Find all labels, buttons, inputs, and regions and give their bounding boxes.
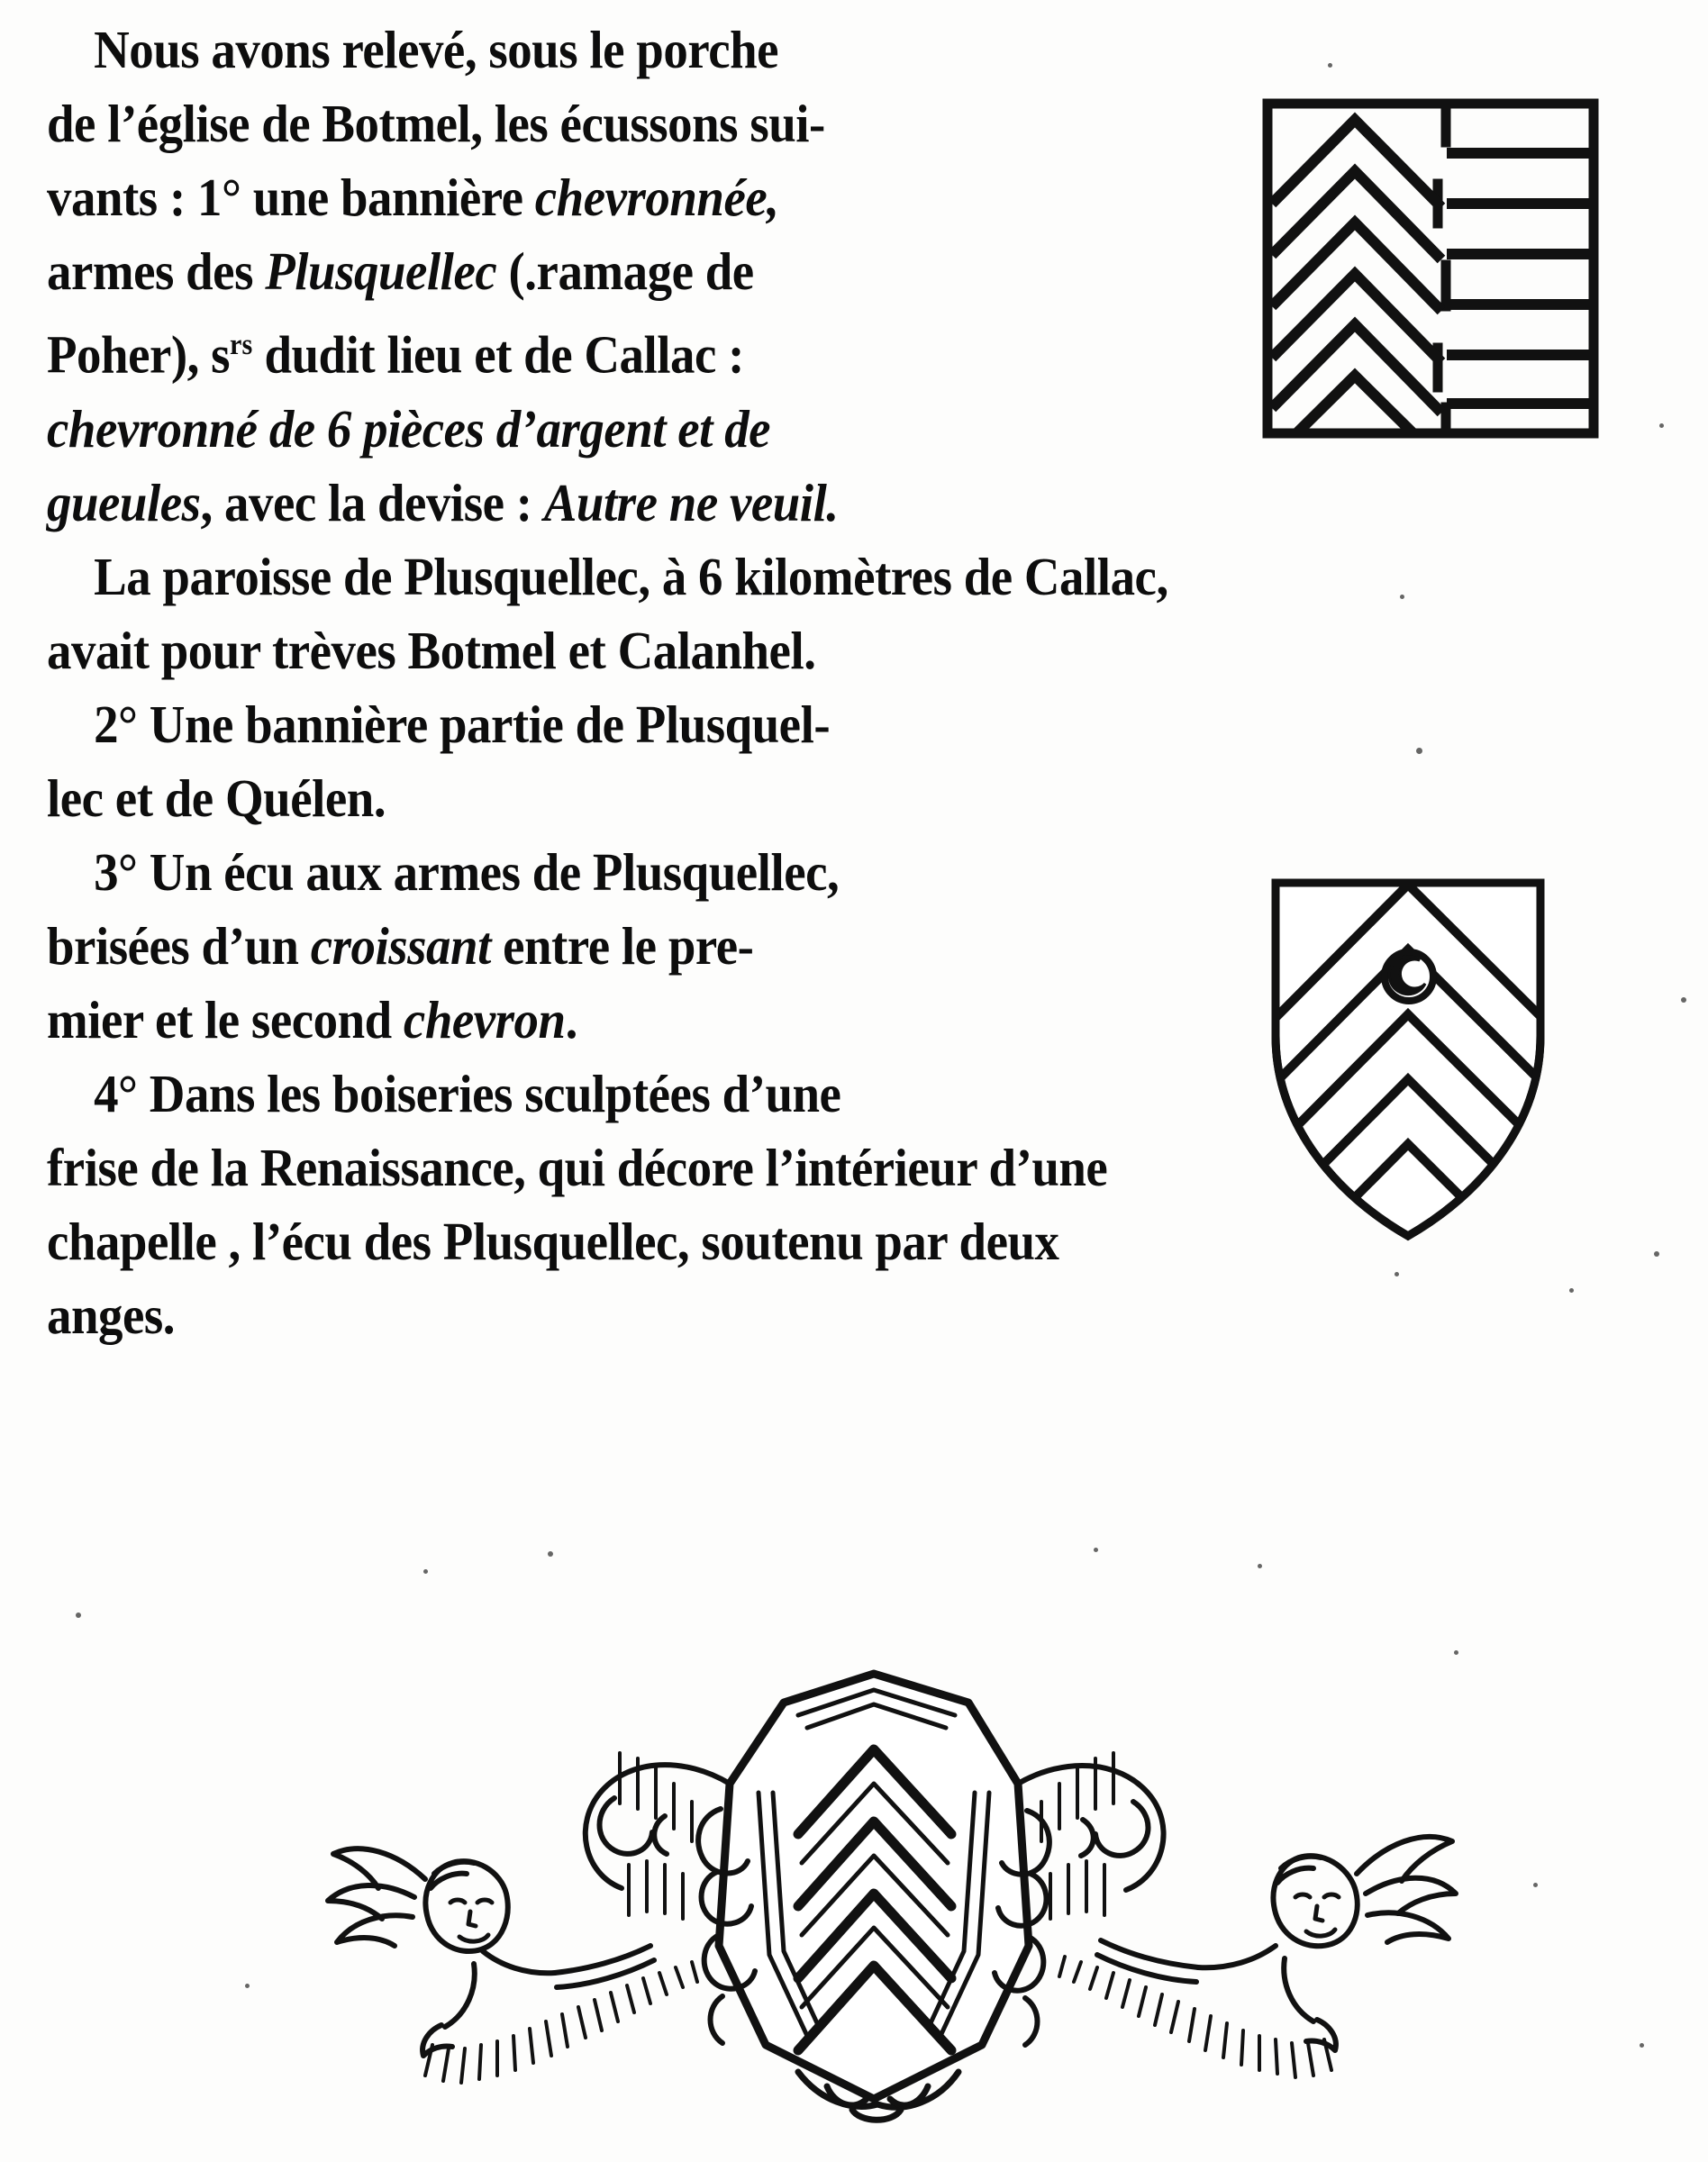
text-run: 4 (94, 1063, 119, 1123)
scan-speck (423, 1569, 428, 1574)
scan-speck (1395, 1272, 1399, 1276)
scan-speck (245, 1984, 250, 1988)
ordinal-degree: ° (118, 694, 138, 754)
text-run: Une bannière partie de Plusquel- (137, 694, 831, 754)
text-run-italic: chevron (403, 989, 566, 1049)
text-run: une bannière (241, 168, 535, 227)
text-line: anges. (47, 1285, 176, 1345)
text-run: Un écu aux armes de Plusquellec, (137, 841, 840, 902)
text-line: de l’église de Botmel, les écussons sui- (47, 94, 825, 153)
text-run: brisées d’un (47, 915, 311, 976)
text-line: Nous avons relevé, sous le porche (94, 20, 779, 79)
text-run: vants : 1 (47, 168, 222, 227)
devise-motto: Autre ne veuil. (543, 472, 839, 532)
scan-speck (1654, 1251, 1659, 1257)
text-run: armes des (47, 241, 266, 301)
text-line-italic: chevronné de 6 pièces d’argent et de (47, 398, 771, 459)
text-run: entre le pre- (490, 915, 754, 976)
text-line: lec et de Quélen. (47, 768, 386, 828)
ordinal-degree: ° (118, 841, 138, 902)
scan-speck (1454, 1650, 1458, 1655)
text-run: 2 (94, 694, 119, 754)
text-line: La paroisse de Plusquellec, à 6 kilomètres de Callac, (94, 546, 1168, 606)
scan-speck (1416, 748, 1422, 754)
superscript-sieurs: rs (230, 329, 253, 361)
text-line (47, 466, 1555, 540)
scan-speck (1400, 595, 1404, 599)
scan-speck (1569, 1288, 1574, 1293)
text-run-italic: Plusquellec (265, 241, 497, 301)
text-run: , avec la devise : (200, 472, 544, 532)
scan-speck (1258, 1564, 1262, 1568)
figure-ecu-croissant (1259, 872, 1557, 1250)
text-run-italic: gueules (47, 472, 201, 532)
scan-speck (1681, 997, 1686, 1003)
text-run-italic: chevronnée, (534, 168, 779, 227)
scan-speck (1328, 63, 1332, 68)
text-line (47, 687, 1555, 761)
scan-speck (1640, 2043, 1644, 2048)
ordinal-degree: ° (221, 168, 241, 227)
scan-speck (1094, 1548, 1098, 1552)
scan-speck (1533, 1883, 1538, 1887)
text-line: avait pour trèves Botmel et Calanhel. (47, 620, 816, 680)
figure-frise-anges (297, 1649, 1459, 2126)
text-run: (.ramage de (496, 241, 754, 301)
text-run: Poher), s (47, 324, 231, 385)
figure-banner-chevronne (1261, 97, 1600, 440)
scan-speck (76, 1612, 81, 1618)
text-run: Dans les boiseries sculptées d’une (137, 1063, 841, 1123)
text-run: . (565, 989, 577, 1049)
text-run: dudit lieu et de Callac : (252, 324, 744, 385)
scan-speck (1659, 423, 1664, 428)
text-run: mier et le second (47, 989, 404, 1049)
ordinal-degree: ° (118, 1063, 138, 1123)
scan-speck (548, 1551, 553, 1557)
text-run: 3 (94, 841, 119, 902)
text-run-italic: croissant (310, 915, 491, 976)
paragraph-2 (47, 540, 1668, 687)
text-line: chapelle , l’écu des Plusquellec, soutenu par deux (47, 1211, 1059, 1271)
text-line: frise de la Renaissance, qui décore l’intérieur d’une (47, 1137, 1108, 1197)
paragraph-3 (47, 687, 1668, 835)
